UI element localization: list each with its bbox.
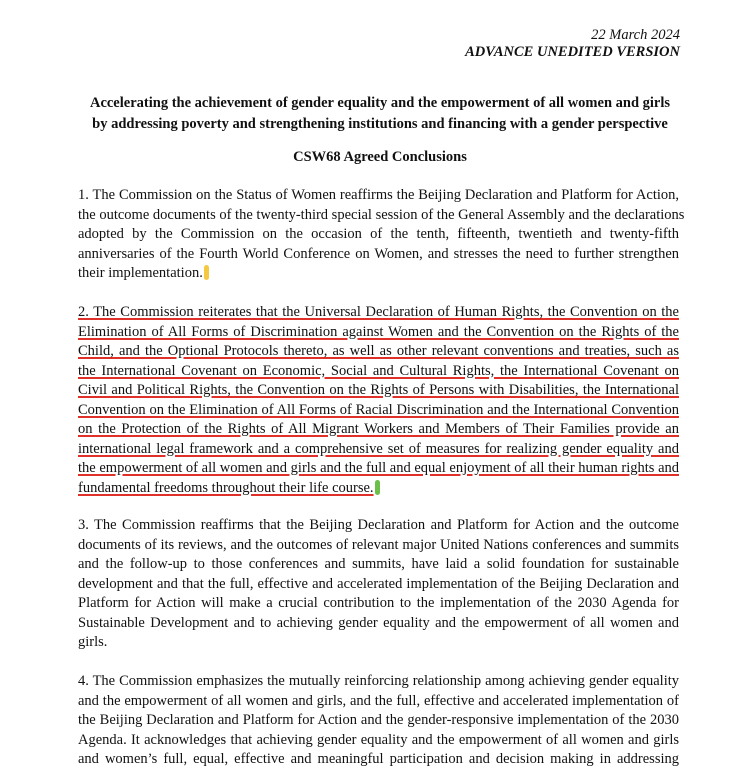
text-line: Agenda. It acknowledges that achieving gender equality and the empowerment of all women and girls (78, 731, 679, 748)
text-line: Child, and the Optional Protocols thereto, as well as other relevant conventions and treaties, such as (78, 343, 679, 359)
title-line: by addressing poverty and strengthening institutions and financing with a gender perspective (92, 116, 668, 132)
text-line: international legal framework and a comprehensive set of measures for realizing gender equality and (78, 440, 679, 457)
text-line: 2. The Commission reiterates that the Universal Declaration of Human Rights, the Convention on the (78, 304, 679, 320)
text-line: Sustainable Development and to achieving gender equality and the empowerment of all women and (78, 614, 679, 631)
paragraph-2-tracked-change[interactable] (78, 303, 679, 498)
document-title (60, 93, 700, 135)
paragraph-3 (78, 516, 679, 653)
text-line: 4. The Commission emphasizes the mutually reinforcing relationship among achieving gender equality (78, 673, 679, 689)
text-line: adopted by the Commission on the occasion of the tenth, fifteenth, twentieth and twenty-fifth (78, 226, 679, 242)
text-line: anniversaries of the Fourth World Conference on Women, and stresses the need to further strengthen (78, 245, 679, 262)
comment-marker-icon[interactable] (375, 480, 380, 495)
text-line: on the Protection of the Rights of All Migrant Workers and Members of Their Families provide an (78, 421, 679, 437)
text-line: Platform for Action will make a crucial contribution to the implementation of the 2030 Agenda for (78, 595, 679, 611)
text-line-content: their implementation. (78, 265, 203, 281)
paragraph-4 (78, 672, 679, 770)
text-line: the empowerment of all women and girls and the full and equal enjoyment of all their human rights and (78, 460, 679, 476)
text-line: Elimination of All Forms of Discrimination against Women and the Convention on the Rights of the (78, 323, 679, 340)
text-line: Convention on the Elimination of All Forms of Racial Discrimination and the International Convention (78, 401, 679, 418)
text-line: 1. The Commission on the Status of Women reaffirms the Beijing Declaration and Platform for Action, (78, 187, 679, 203)
comment-marker-icon[interactable] (204, 265, 209, 280)
text-line: 3. The Commission reaffirms that the Beijing Declaration and Platform for Action and the outcome (78, 517, 679, 533)
paragraph-1 (78, 186, 685, 284)
text-line: Civil and Political Rights, the Convention on the Rights of Persons with Disabilities, the International (78, 382, 679, 398)
text-line: the Beijing Declaration and Platform for Action and the gender-responsive implementation of the 2030 (78, 712, 679, 728)
text-line-content: fundamental freedoms throughout their life course. (78, 479, 374, 496)
title-line: Accelerating the achievement of gender equality and the empowerment of all women and girls (89, 95, 671, 111)
text-line (78, 264, 679, 284)
document-subtitle: CSW68 Agreed Conclusions (293, 149, 467, 165)
text-line: girls. (78, 634, 108, 650)
document-date: 22 March 2024 (591, 27, 680, 43)
text-line: the International Covenant on Economic, Social and Cultural Rights, the International Covenant on (78, 362, 679, 379)
text-line: the outcome documents of the twenty-third special session of the General Assembly and the declarations (78, 206, 685, 223)
text-line: and the empowerment of all women and girls, and the full, effective and accelerated implementation of (78, 692, 679, 709)
text-line: and the follow-up to those conferences and summits, have laid a solid foundation for sustainable (78, 556, 679, 572)
text-line: and women’s full, equal, effective and meaningful participation and decision making in addressing (78, 751, 679, 767)
text-line (78, 479, 679, 499)
version-label: ADVANCE UNEDITED VERSION (465, 44, 680, 60)
text-line: documents of its reviews, and the outcomes of relevant major United Nations conferences and summits (78, 536, 679, 553)
text-line: development and that the full, effective and accelerated implementation of the Beijing Declaration and (78, 575, 679, 592)
